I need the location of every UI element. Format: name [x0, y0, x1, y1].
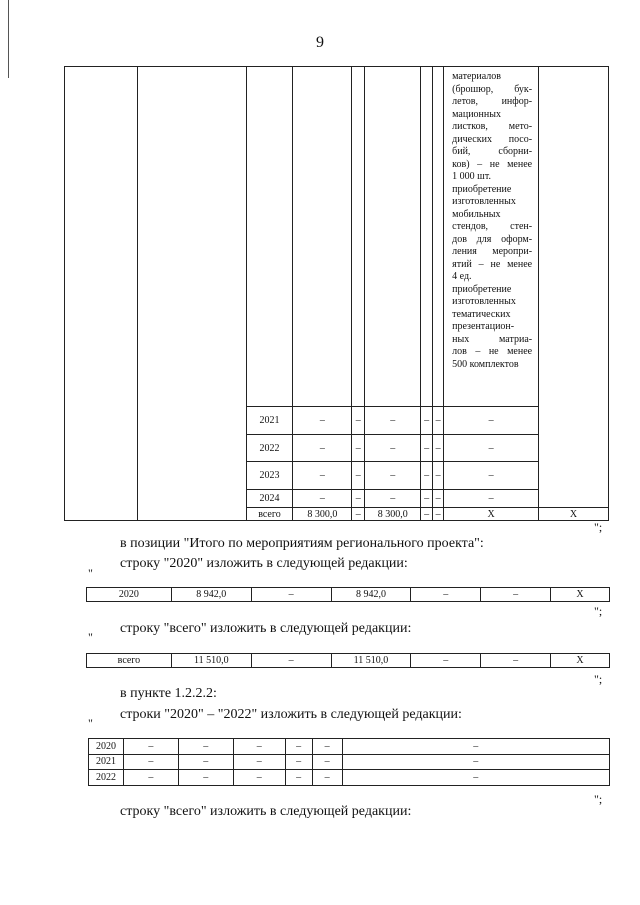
paragraph: строку "2020" изложить в следующей редакции:	[120, 556, 408, 571]
merged-last-col	[539, 67, 609, 508]
close-quote: ";	[594, 520, 603, 534]
open-quote: "	[88, 716, 93, 730]
table-row: 2022 – – – – – –	[89, 770, 610, 786]
year-cell-empty	[246, 67, 293, 407]
page-number: 9	[316, 34, 324, 51]
result-description: материалов (брошюр, бук- летов, инфор- мационных листков, мето- дических посо- бий, сборни- ков) – не менее 1 000 шт. приобретение изготовленных мобильных стендов, стен- дов для оформ- ления меропри- ятий – не менее 4 ед. приобретение изготовленных тематических презентацион- ных матриа- лов – не менее 500 комплектов	[444, 67, 539, 407]
close-quote: ";	[594, 792, 603, 806]
paragraph: в позиции "Итого по мероприятиям регионального проекта":	[120, 536, 484, 551]
row-2020-table	[86, 587, 610, 602]
main-table	[64, 66, 609, 521]
open-quote: "	[88, 566, 93, 580]
total-row: всего 8 300,0 – 8 300,0 – – X X	[65, 508, 609, 521]
close-quote: ";	[594, 604, 603, 618]
paragraph: строку "всего" изложить в следующей редакции:	[120, 804, 412, 819]
table-row: 2022 – – – – – –	[65, 435, 609, 462]
paragraph: строку "всего" изложить в следующей редакции:	[120, 621, 412, 636]
table-row: 2020 – – – – – –	[89, 739, 610, 755]
close-quote: ";	[594, 672, 603, 686]
paragraph: строки "2020" – "2022" изложить в следующей редакции:	[120, 707, 462, 722]
open-quote: "	[88, 630, 93, 644]
merged-col-1	[65, 67, 138, 521]
table-row: 2024 – – – – – –	[65, 490, 609, 508]
table-row: 2020 8 942,0 – 8 942,0 – – X	[87, 588, 610, 602]
rows-2020-2022-table	[88, 738, 610, 786]
merged-col-2	[137, 67, 246, 521]
table-row: 2021 – – – – – –	[89, 754, 610, 770]
paragraph: в пункте 1.2.2.2:	[120, 686, 217, 701]
table-row: всего 11 510,0 – 11 510,0 – – X	[87, 654, 610, 668]
table-row: 2021 – – – – – –	[65, 407, 609, 435]
row-total-table	[86, 653, 610, 668]
table-row: 2023 – – – – – –	[65, 462, 609, 490]
